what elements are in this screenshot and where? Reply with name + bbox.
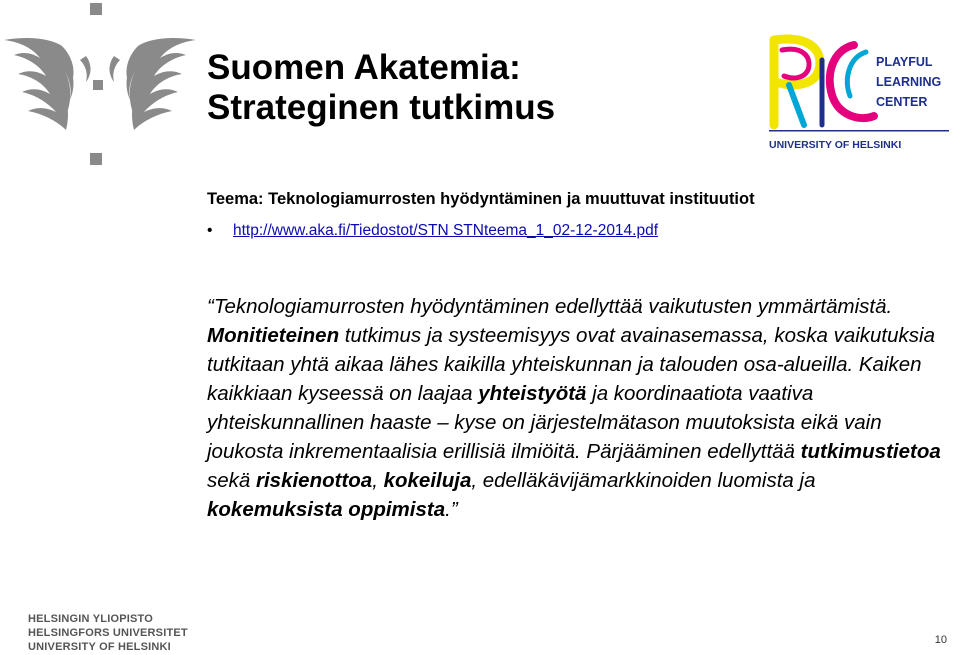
page-number: 10 [934,634,947,646]
quote-emphasis: yhteistyötä [478,382,587,405]
plc-line-3: CENTER [876,95,928,109]
university-flame-logo-icon [0,0,200,175]
quote-close-mark: ” [450,498,458,521]
playful-learning-center-logo-icon [764,30,954,155]
page-title [207,48,555,128]
quote-emphasis: Monitieteinen [207,324,340,347]
quote-text: ja koordinaatiota vaativa yhteiskunnallinen haaste – kyse on järjestelmätason muutoksista eikä vain joukosta inkrementaalisia erillisiä ilmiöitä. Pärjääminen edellyttää [207,382,882,463]
title-line-1: Suomen Akatemia: [207,48,521,87]
quote-open-mark: “ [207,295,214,318]
quote-block [207,292,952,524]
link-list-item [207,222,658,240]
quote-emphasis: tutkimustietoa [800,440,941,463]
wordmark-line-3: UNIVERSITY OF HELSINKI [28,641,171,653]
quote-text: , edelläkävijämarkkinoiden luomista ja [471,469,816,492]
quote-text: . [445,498,451,521]
document-link[interactable]: http://www.aka.fi/Tiedostot/STN STNteema_1_02-12-2014.pdf [233,222,659,239]
quote-text: tutkimus ja systeemisyys ovat avainasemassa, koska vaikutuksia tutkitaan yhtä aikaa lähes kaikilla yhteiskunnan ja talouden osa-alueilla. Kaiken kaikkiaan kyseessä on laajaa [207,324,935,405]
quote-emphasis: kokemuksista oppimista [207,498,446,521]
quote-emphasis: riskienottoa [256,469,373,492]
title-line-2: Strateginen tutkimus [207,88,556,127]
wordmark-line-2: HELSINGFORS UNIVERSITET [28,627,188,639]
quote-text: sekä [207,469,256,492]
plc-line-4: UNIVERSITY OF HELSINKI [769,139,902,151]
plc-line-2: LEARNING [876,75,942,89]
wordmark-line-1: HELSINGIN YLIOPISTO [28,613,154,625]
quote-emphasis: kokeiluja [383,469,472,492]
theme-heading: Teema: Teknologiamurrosten hyödyntäminen ja muuttuvat instituutiot [207,190,755,208]
quote-text: Teknologiamurrosten hyödyntäminen edellyttää vaikutusten ymmärtämistä. [213,295,893,318]
university-wordmark [28,612,188,654]
plc-line-1: PLAYFUL [876,55,933,69]
quote-text: , [372,469,384,492]
bullet-icon: • [207,222,213,239]
